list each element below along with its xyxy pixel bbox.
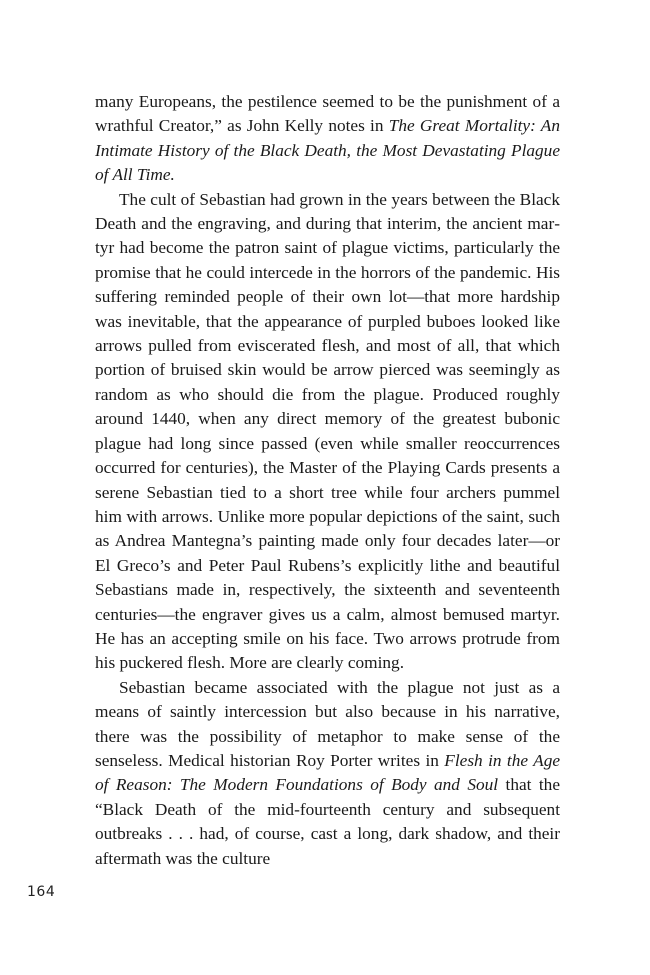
page-number: 164 xyxy=(27,884,56,900)
body-text xyxy=(95,90,560,871)
paragraph-3-book-title: Flesh in the Age of Reason: The Modern Foundations of Body and Soul xyxy=(95,750,560,795)
paragraph-3-text-end: that the “Black Death of the mid-fourteenth century and subsequent outbreaks . . . had, of course, cast a long, dark shadow, and their aftermath was the culture xyxy=(95,775,560,868)
paragraph-3 xyxy=(95,676,560,871)
paragraph-1 xyxy=(95,90,560,188)
paragraph-2 xyxy=(95,188,560,676)
paragraph-3-text-start: Sebastian became associated with the plague not just as a means of saintly intercession but also because in his narrative, there was the possibility of metaphor to make sense of the senseless. Medical historian Roy Porter writes in xyxy=(95,677,560,770)
paragraph-2-text: The cult of Sebastian had grown in the years between the Black Death and the engraving, and during that interim, the ancient martyr had become the patron saint of plague victims, particularly the promise that he could intercede in the horrors of the pandemic. His suffering reminded people of their own lot—that more hardship was inevitable, that the appearance of purpled buboes looked like arrows pulled from eviscerated flesh, and most of all, that which portion of bruised skin would be arrow pierced was seemingly as random as who should die from the plague. Produced roughly around 1440, when any direct memory of the greatest bubonic plague had long since passed (even while smaller reoccurrences occurred for centuries), the Master of the Playing Cards presents a serene Sebastian tied to a short tree while four archers pummel him with arrows. Unlike more popular depictions of the saint, such as Andrea Mantegna’s painting made only four decades later—or El Greco’s and Peter Paul Rubens’s explicitly lithe and beautiful Sebastians made in, respectively, the sixteenth and seventeenth centuries—the engraver gives us a calm, almost bemused martyr. He has an accepting smile on his face. Two arrows protrude from his puckered flesh. More are clearly coming. xyxy=(95,189,560,673)
paragraph-1-book-title: The Great Mortality: An Intimate History of the Black Death, the Most Devastating Plague of All Time. xyxy=(95,116,560,185)
paragraph-1-text: many Europeans, the pestilence seemed to be the punishment of a wrathful Creator,” as John Kelly notes in xyxy=(95,92,560,136)
